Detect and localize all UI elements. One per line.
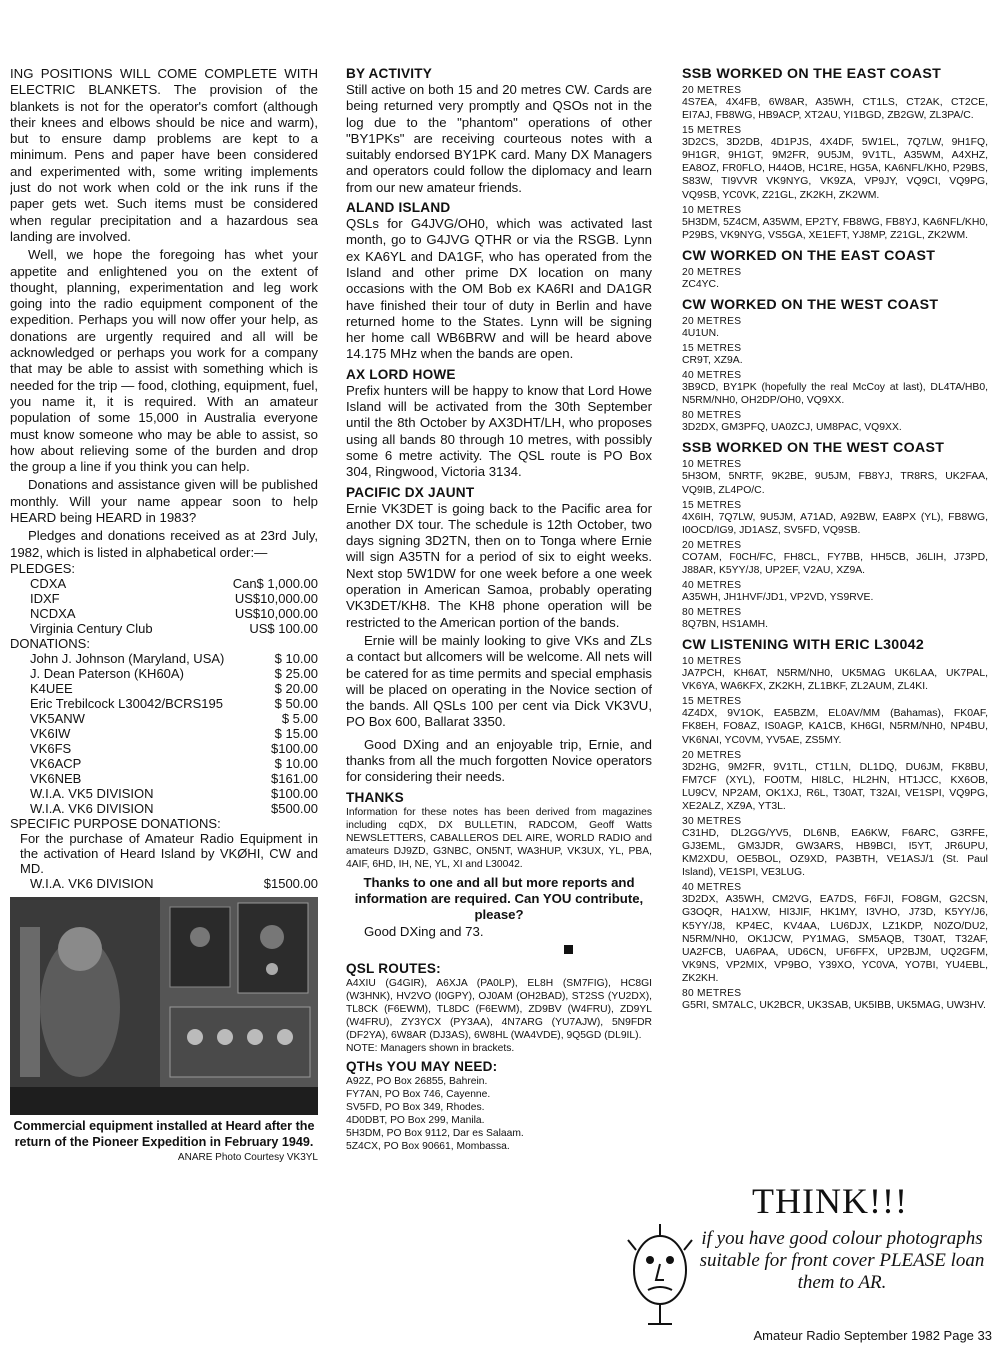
qth-entry: SV5FD, PO Box 349, Rhodes. (346, 1102, 485, 1114)
band-label: 10 METRES (682, 204, 742, 216)
callsign-list: CO7AM, F0CH/FC, FH8CL, FY7BB, HH5CB, J6LIH, J73PD, J88AR, K5YY/J8, UP2EF, V2AU, XZ9A. (682, 551, 988, 576)
donation-amount: $ 10.00 (274, 755, 318, 771)
band-label: 20 METRES (682, 85, 742, 96)
band-label: 20 METRES (682, 749, 742, 761)
callsign-list: JA7PCH, KH6AT, N5RM/NH0, UK5MAG UK6LAA, UK7PAL, VK6YA, WA6KFX, ZK2KH, ZL1BKF, ZL2AUM, ZL4KI. (682, 668, 988, 693)
expedition-paragraph-1: ING POSITIONS WILL COME COMPLETE WITH ELECTRIC BLANKETS. The provision of the blankets is not for the operator's comfort (although their knees and elbows should be nice and warm), but to ensure damp problems are kept to a minimum. Pens and paper have been considered and experimented with, some writing implements just do not work when cold or the ink runs if the paper gets wet. Such items must be considered when regular precipitation and a hazardous sea landing are involved. (10, 66, 318, 244)
donation-row (10, 726, 318, 741)
heading-qth: QTHs YOU MAY NEED: (346, 1059, 498, 1075)
donation-name: Eric Trebilcock L30042/BCRS195 (30, 695, 223, 711)
specific-item (10, 876, 318, 891)
donation-row (10, 681, 318, 696)
qth-list (346, 1075, 652, 1153)
thanks-text: Information for these notes has been derived from magazines including cqDX, DX BULLETIN, RADCOM, Geoff Watts NEWSLETTERS, CABALLEROS DEL AIRE, WORLD RADIO and amateurs DJ9ZD, G3NBC, ON5NT, WA3HUP, VK3UX, YL, PBA, 4AIF, 6HD, IH, NE, YL, XI and L30042. (346, 806, 652, 870)
pledge-row (10, 576, 318, 591)
donation-row (10, 786, 318, 801)
signoff-line (346, 923, 652, 957)
cartoon-face-icon (620, 1220, 700, 1330)
donation-amount: $ 15.00 (274, 725, 318, 741)
heading-aland-island: ALAND ISLAND (346, 200, 451, 216)
band-label: 80 METRES (682, 988, 742, 1000)
cw-west-list (682, 316, 988, 434)
donation-row (10, 756, 318, 771)
aland-island-text: QSLs for G4JVG/OH0, which was activated last month, go to G4JVG QTHR or via the RSGB. Lynn ex KA6YL and DA1GF, who has operated from the Island and other prime DX location on many occasions with the OM Bob ex KA6RI and DA1GR have finished their tour of duty in Berlin and have returned home to the States. Lynn will be signing her home call WB6BRW and will be heard above 14.175 MHz when the bands are open. (346, 216, 652, 362)
callsign-list: C31HD, DL2GG/YV5, DL6NB, EA6KW, F6ARC, G3RFE, GJ3EML, GM3JDR, GW3ARS, HB9BCI, I5YT, JR6UPU, KM2XDU, OE5BOL, OZ9XD, PA3BTH, VE1ASJ/1 (St. Paul Island), VE1SPI, VE3LUG. (682, 828, 988, 879)
pledge-amount: US$ 100.00 (249, 620, 318, 636)
callsign-list: 4S7EA, 4X4FB, 6W8AR, A35WH, CT1LS, CT2AK, CT2CE, EI7AJ, FB8WG, HB9ACP, XT2AU, YI1BGD, ZB2GW, ZL3PA/C. (682, 97, 988, 122)
donation-amount: $ 50.00 (274, 695, 318, 711)
callsign-list: A35WH, JH1HVF/JD1, VP2VD, YS9RVE. (682, 591, 874, 603)
photo-caption: Commercial equipment installed at Heard after the return of the Pioneer Expedition in February 1949. (13, 1118, 315, 1149)
photo-credit: ANARE Photo Courtesy VK3YL (177, 1151, 318, 1163)
pacific-text-1: Ernie VK3DET is going back to the Pacific area for another DX tour. The schedule is 12th October, two days signing 3D2TN, then on to Tonga where Ernie will sign A35TN for a period of six to eight weeks. Next stop 5W1DW for one week before a one week operation in American Samoa, probably operating VK3DET/KH8. The KH8 phone operation will be restricted to the American portion of the bands. (346, 500, 652, 630)
donation-name: VK6IW (30, 725, 71, 741)
donation-row (10, 741, 318, 756)
band-label: 15 METRES (682, 125, 742, 137)
band-label: 80 METRES (682, 410, 742, 422)
ssb-east-list (682, 85, 988, 242)
expedition-paragraph-4: Pledges and donations received as at 23rd July, 1982, which is listed in alphabetical order:— (10, 528, 318, 560)
donation-row (10, 666, 318, 681)
equipment-photo-image (10, 897, 318, 1115)
lord-howe-text: Prefix hunters will be happy to know that Lord Howe Island will be activated from the 30th September until the 8th October by AX3DHT/LH, who proposes using all bands 80 through 10 metres, with possibly some 6 metre activity. The QSL route is PO Box 304, Ringwood, Victoria 3134. (346, 382, 652, 480)
donation-amount: $100.00 (271, 785, 318, 801)
pledge-amount: US$10,000.00 (234, 590, 318, 606)
ssb-west-list (682, 459, 988, 631)
donation-row (10, 711, 318, 726)
band-label: 40 METRES (682, 370, 742, 382)
expedition-paragraph-2: Well, we hope the foregoing has whet your appetite and enlightened you on the extent of thought, planning, experimentation and leg work going into the radio equipment component of the expedition. Perhaps you will now offer your help, as donations are urgently required and all will be acknowledged or perhaps you work for a company that may be able to assist with something which is needed for the trip — food, clothing, equipment, fuel, you name it, it is required. With an amateur population of some 15,000 in Australia everyone must know someone who may be able to assist, so how about relieving some of the burden and drop the group a line if you think you can help. (10, 247, 318, 475)
band-label: 15 METRES (682, 343, 742, 355)
callsign-list: 4U1UN. (682, 327, 719, 339)
pledge-row (10, 591, 318, 606)
specific-title: SPECIFIC PURPOSE DONATIONS: (10, 815, 221, 831)
column-left (10, 66, 318, 1163)
callsign-list: 4X6IH, 7Q7LW, 9U5JM, A71AD, A92BW, EA8PX (YL), FB8WG, I0OCD/IG9, JD1ASZ, SV5FD, VQ9SB. (682, 511, 988, 536)
donation-name: W.I.A. VK6 DIVISION (30, 800, 154, 816)
heading-thanks: THANKS (346, 789, 404, 805)
pacific-text-3: Good DXing and an enjoyable trip, Ernie, and thanks from all the much forgotten Novice operators for considering their needs. (346, 736, 652, 785)
equipment-photo (10, 897, 318, 1115)
band-label: 10 METRES (682, 459, 742, 471)
band-label: 10 METRES (682, 656, 742, 668)
qsl-routes-text: A4XIU (G4GIR), A6XJA (PA0LP), EL8H (SM7FIG), HC8GI (W3HNK), HV2VO (I0GPY), OJ0AM (OH2BAD), ST2SS (YU2DX), TL8CK (F6EWM), TL8DC (F6EWM), ZD9BV (W4FRU), ZD9YL (W4FRU), ZY3YCX (PY3AA), 4N7ARG (YU7AJW), 5N9FDR (DF2YA), 6W8AR (DJ3AS), 6W8HL (WA4VDE), 9Q5GD (DL9IL). (346, 978, 652, 1042)
heading-qsl-routes: QSL ROUTES: (346, 961, 441, 977)
donation-amount: $ 20.00 (274, 680, 318, 696)
donation-row (10, 651, 318, 666)
page-footer: Amateur Radio September 1982 Page 33 (753, 1328, 992, 1343)
callsign-list: 8Q7BN, HS1AMH. (682, 619, 769, 631)
callsign-list: 3D2HG, 9M2FR, 9V1TL, CT1LN, DL1DQ, DU6JM, FK8BU, FM7CF (XYL), FO0TM, HI8LC, HL2HN, HT1JCC, KX6OB, LU9CV, NP2AM, OK1XJ, R6L, T30AT, T32AI, VE1SPI, VQ9PG, XE2ALZ, XZ9A, YT3L. (682, 761, 988, 812)
think-advert (620, 1180, 990, 1330)
heading-pacific-dx: PACIFIC DX JAUNT (346, 484, 475, 500)
pledge-name: IDXF (30, 590, 60, 606)
callsign-list: 3D2DX, A35WH, CM2VG, EA7DS, F6FJI, FO8GM, G2CSN, G3OQR, HA1XW, HI3JIF, HK1MY, I3VHO, J73D, K5YY/J6, K5YY/J8, KP4EC, KV4AA, LU6DJX, LZ1KDP, N0ZO/DU2, N5RM/NH0, OK1JCW, PY1MAG, SM5AQB, T30AT, T32AF, UA2FCB, UA6PAA, UD6CN, UF6FFX, UP2BJM, UQ2GFM, VK9NS, VP2MIX, VP9BO, Y39XO, YC0VA, YO7BI, YU4EBL, ZK2KH. (682, 894, 988, 984)
heading-cw-listening: CW LISTENING WITH ERIC L30042 (682, 637, 925, 654)
band-label: 20 METRES (682, 266, 742, 278)
signoff-text: Good DXing and 73. (364, 924, 484, 940)
pledge-name: NCDXA (30, 605, 76, 621)
pledge-amount: Can$ 1,000.00 (232, 575, 318, 591)
donation-amount: $161.00 (271, 770, 318, 786)
pacific-text-2: Ernie will be mainly looking to give VKs and ZLs a contact but allcomers will be welcome. All nets will be catered for as time permits and special emphasis will be placed on operating in the Novice section of the bands. All QSLs 100 per cent via Dick VK3VU, PO Box 600, Ballarat 3350. (346, 632, 652, 730)
callsign-list: CR9T, XZ9A. (682, 355, 743, 367)
band-label: 20 METRES (682, 539, 742, 551)
donation-name: J. Dean Paterson (KH60A) (30, 665, 184, 681)
by-activity-text: Still active on both 15 and 20 metres CW. Cards are being returned very promptly and QSOs not in the log due to the "phantom" operations of other "BY1PKs" are receiving courteous notes with a suitably endorsed BY1PK card. Many DX Managers and operators could follow the diplomacy and learn from our new amateur friends. (346, 82, 652, 195)
specific-item-amount: $1500.00 (263, 875, 318, 891)
expedition-paragraph-3: Donations and assistance given will be published monthly. Will your name appear soon to help HEARD being HEARD in 1983? (10, 477, 318, 526)
donation-name: VK6FS (30, 740, 72, 756)
donation-amount: $ 5.00 (281, 710, 318, 726)
band-label: 80 METRES (682, 607, 742, 619)
donation-amount: $100.00 (271, 740, 318, 756)
donation-amount: $500.00 (271, 800, 318, 816)
heading-cw-east: CW WORKED ON THE EAST COAST (682, 247, 936, 264)
band-label: 40 METRES (682, 579, 742, 591)
qth-entry: 5H3DM, PO Box 9112, Dar es Salaam. (346, 1128, 524, 1140)
cw-listening-list (682, 656, 988, 1012)
pledge-row (10, 606, 318, 621)
pledges-title: PLEDGES: (10, 560, 76, 576)
heading-ssb-west: SSB WORKED ON THE WEST COAST (682, 440, 945, 457)
heading-lord-howe: AX LORD HOWE (346, 366, 456, 382)
donation-name: VK6NEB (30, 770, 82, 786)
donation-name: W.I.A. VK5 DIVISION (30, 785, 154, 801)
band-label: 30 METRES (682, 816, 742, 827)
specific-item-name: W.I.A. VK6 DIVISION (30, 875, 154, 891)
qth-entry: 5Z4CX, PO Box 90661, Mombassa. (346, 1141, 510, 1153)
qsl-note: NOTE: Managers shown in brackets. (346, 1043, 515, 1055)
callsign-list: 5H3OM, 5NRTF, 9K2BE, 9U5JM, FB8YJ, TR8RS, UK2FAA, VQ9IB, ZL4PO/C. (682, 471, 988, 496)
callsign-list: 3D2DX, GM3PFQ, UA0ZCJ, UM8PAC, VQ9XX. (682, 422, 902, 434)
donation-row (10, 696, 318, 711)
qth-entry: A92Z, PO Box 26855, Bahrein. (346, 1076, 488, 1088)
donation-amount: $ 25.00 (274, 665, 318, 681)
donation-row (10, 801, 318, 816)
donations-title: DONATIONS: (10, 635, 90, 651)
heading-by-activity: BY ACTIVITY (346, 66, 433, 81)
callsign-list: 5H3DM, 5Z4CM, A35WM, EP2TY, FB8WG, FB8YJ, KA6NFL/KH0, P29BS, VK9NYG, VS5GA, XE1EFT, YJ8MP, Z21GL, ZK2WM. (682, 216, 988, 241)
band-label: 20 METRES (682, 315, 742, 327)
band-label: 40 METRES (682, 882, 742, 894)
callsign-list: 3B9CD, BY1PK (hopefully the real McCoy at last), DL4TA/HB0, N5RM/NH0, OH2DP/OH0, VQ9XX. (682, 382, 988, 407)
pledge-name: CDXA (30, 575, 67, 591)
callsign-list: 4Z4DX, 9V1OK, EA5BZM, EL0AV/MM (Bahamas), FK0AF, FK8EH, FO8AZ, IS0AGP, KA1CB, KH6GI, N5RM/NH0, NP4BU, VK6NAI, YC0VM, YV5AE, ZS5MY. (682, 708, 988, 746)
qth-entry: 4D0DBT, PO Box 299, Manila. (346, 1115, 485, 1127)
think-headline: THINK!!! (752, 1181, 908, 1221)
end-mark-icon (564, 945, 573, 954)
donation-name: John J. Johnson (Maryland, USA) (30, 650, 225, 666)
pledge-row (10, 621, 318, 636)
callsign-list: G5RI, SM7ALC, UK2BCR, UK3SAB, UK5IBB, UK5MAG, UW3HV. (682, 1000, 986, 1012)
donation-row (10, 771, 318, 786)
specific-text: For the purchase of Amateur Radio Equipment in the activation of Heard Island by VKØHI, CW and MD. (20, 830, 318, 876)
band-label: 15 METRES (682, 696, 742, 708)
donations-list (10, 651, 318, 816)
donation-amount: $ 10.00 (274, 650, 318, 666)
pledges-list (10, 576, 318, 636)
donation-name: VK6ACP (30, 755, 82, 771)
callsign-list: ZC4YC. (682, 278, 719, 290)
pledge-name: Virginia Century Club (30, 620, 153, 636)
callsign-list: 3D2CS, 3D2DB, 4D1PJS, 4X4DF, 5W1EL, 7Q7LW, 9H1FQ, 9H1GR, 9H1GT, 9M2FR, 9U5JM, 9V1TL, A35WM, A4XHZ, EA8OZ, FR0FLO, H44OB, HC1RE, HG5A, KA6NFL/KH0, P29BS, S83W, TI9VVR VK9NYG, VK9ZA, VP9JY, VQ9CI, VQ9PG, VQ9SB, YC0VK, Z21GL, ZK2KH, ZK2WM. (682, 137, 988, 201)
column-middle (346, 66, 652, 1153)
donation-name: K4UEE (30, 680, 73, 696)
heading-cw-west: CW WORKED ON THE WEST COAST (682, 296, 939, 313)
cw-east-list (682, 267, 988, 291)
appeal-text: Thanks to one and all but more reports and information are required. Can YOU contribute, please? (354, 874, 644, 923)
donation-name: VK5ANW (30, 710, 85, 726)
think-body: if you have good colour photographs suitable for front cover PLEASE loan them to AR. (699, 1228, 985, 1293)
pledge-amount: US$10,000.00 (234, 605, 318, 621)
column-right (682, 66, 988, 1012)
heading-ssb-east: SSB WORKED ON THE EAST COAST (682, 66, 942, 82)
band-label: 15 METRES (682, 499, 742, 511)
qth-entry: FY7AN, PO Box 746, Cayenne. (346, 1089, 491, 1101)
